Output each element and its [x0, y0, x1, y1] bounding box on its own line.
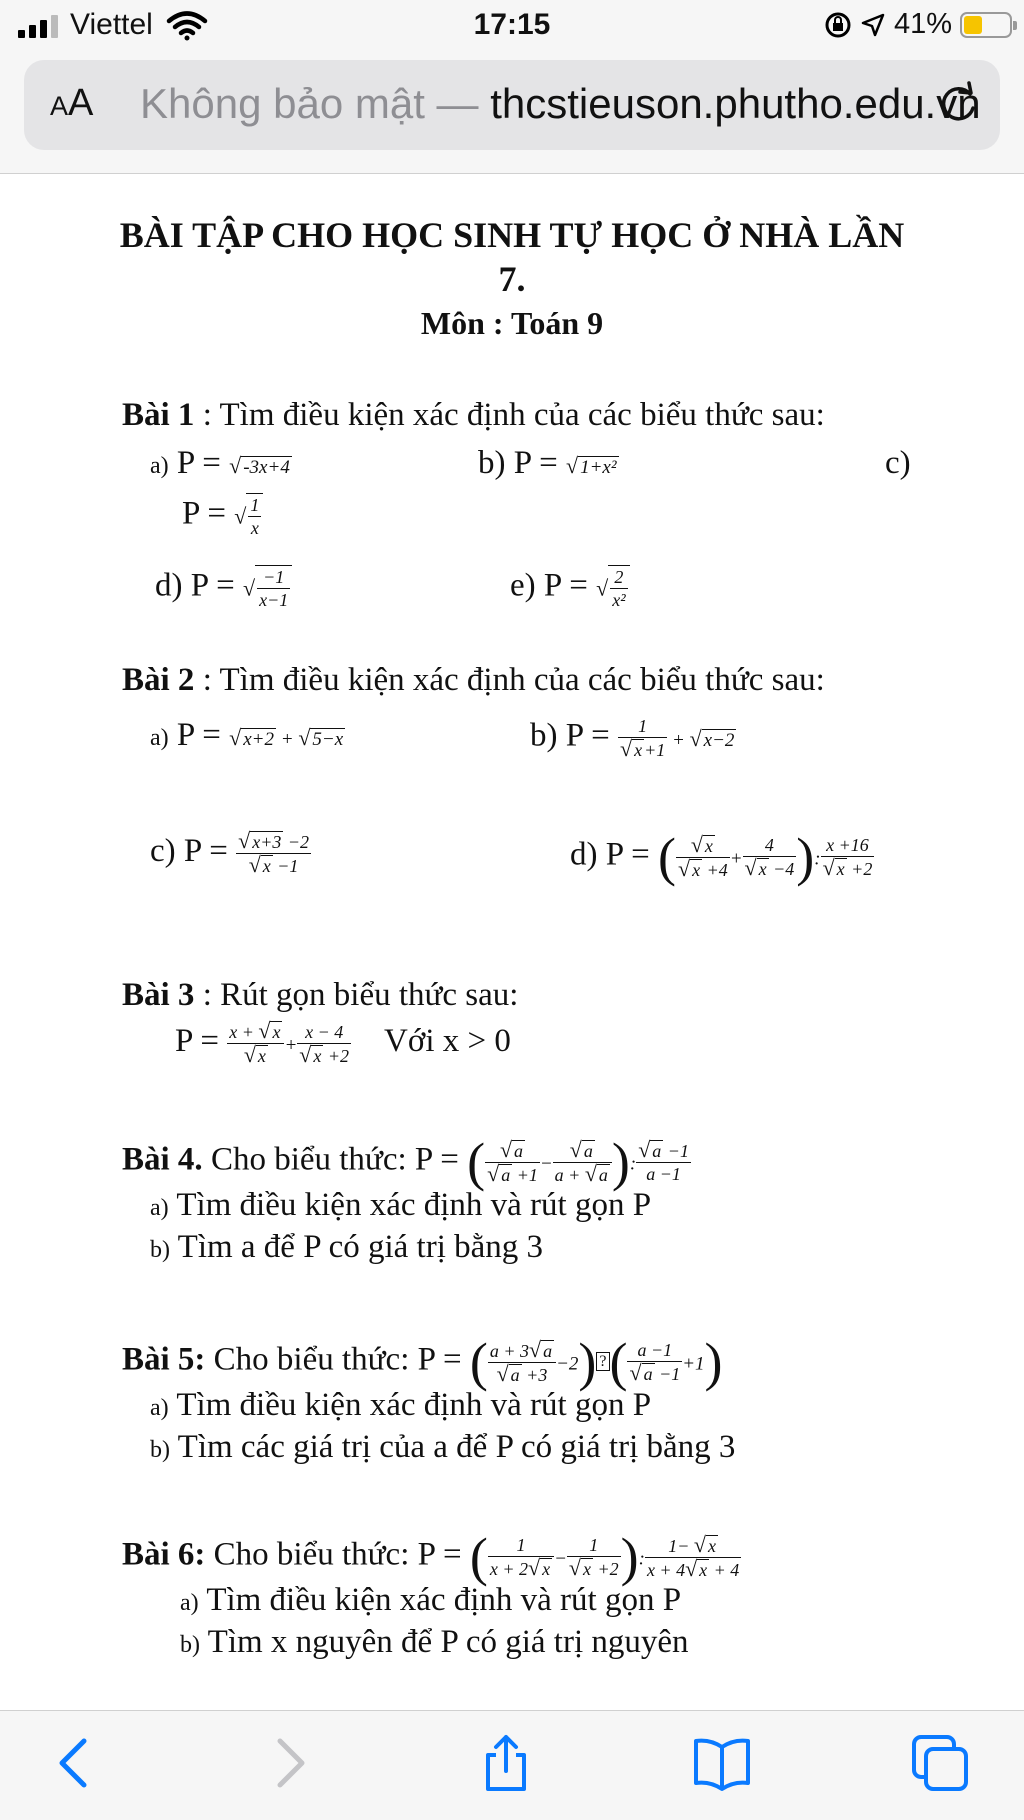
exercise-4-heading: Bài 4. Cho biểu thức: P = ( $\frac{√ a}{√ a +1}$ − $\frac{√ a}{a + √ a}$ ): $\frac{√ a -1}{a -1}$ [122, 1132, 689, 1192]
exercise-2-heading: Bài 2 : Tìm điều kiện xác định của các biểu thức sau: [122, 662, 825, 698]
address-bar[interactable] [24, 60, 1000, 150]
exercise-5b: b) Tìm các giá trị của a để P có giá trị bằng 3 [150, 1429, 736, 1465]
exercise-6a: a) Tìm điều kiện xác định và rút gọn P [180, 1582, 682, 1618]
orientation-lock-icon [824, 11, 852, 39]
battery-icon [960, 12, 1012, 38]
exercise-1e: e) P = √ $\frac{2}{\text{x²}}$ [510, 565, 630, 611]
battery-percent: 41% [893, 8, 952, 40]
exercise-1d: d) P = √ $\frac{-1}{x-1}$ [155, 565, 292, 611]
status-bar [0, 0, 1024, 52]
carrier-name: Viettel [70, 8, 153, 41]
forward-button[interactable] [258, 1733, 318, 1793]
exercise-4a: a) Tìm điều kiện xác định và rút gọn P [150, 1187, 652, 1223]
exercise-1b: b) P = √ 1+x² [478, 445, 617, 481]
exercise-3-formula: P = $\frac{x + √ x}{√ x}$ + $\frac{x - 4}{√ x +2}$ Với x > 0 [175, 1018, 511, 1067]
location-icon [860, 12, 886, 38]
exercise-3-heading: Bài 3 : Rút gọn biểu thức sau: [122, 977, 519, 1013]
exercise-2b: b) P = $\frac{1}{√ x +1}$ + √ x−2 [530, 716, 735, 761]
exercise-2d: d) P = ( $\frac{√ x}{√ x +4}$ + $\frac{4}{√ x -4}$ ): $\frac{x +16}{√ x +2}$ [570, 827, 873, 887]
exercise-2a: a) P = √ x+2 + √ 5−x [150, 717, 344, 753]
browser-toolbar [0, 52, 1024, 174]
exercise-1-heading: Bài 1 : Tìm điều kiện xác định của các biểu thức sau: [122, 397, 825, 433]
reader-options-button[interactable]: AA [50, 82, 94, 124]
url-text[interactable]: Không bảo mật — thcstieuson.phutho.edu.vn [140, 80, 981, 127]
bookmarks-button[interactable] [692, 1733, 752, 1793]
exercise-6b: b) Tìm x nguyên để P có giá trị nguyên [180, 1624, 689, 1660]
exercise-6-heading: Bài 6: Cho biểu thức: P = ( $\frac{1}{x + 2√ x}$ − $\frac{1}{√ x +2}$ ): $\frac{1- √ x}{x + 4√ x + 4}$ [122, 1527, 740, 1587]
tabs-button[interactable] [910, 1733, 970, 1793]
exercise-5a: a) Tìm điều kiện xác định và rút gọn P [150, 1387, 652, 1423]
exercise-1c: P = √ $\frac{1}{x}$ [182, 493, 263, 539]
missing-glyph-icon: ? [596, 1352, 609, 1371]
document-page [0, 175, 1024, 1710]
back-button[interactable] [46, 1733, 106, 1793]
share-button[interactable] [476, 1733, 536, 1793]
exercise-5-heading: Bài 5: Cho biểu thức: P = ( $\frac{a + 3√ a}{√ a +3}$ −2) ?( $\frac{a -1}{√ a -1}$ +1) [122, 1332, 723, 1392]
reload-icon[interactable] [934, 80, 982, 128]
exercise-1c-label: c) [885, 445, 911, 481]
exercise-2c: c) P = $\frac{√ x+3 -2}{√ x -1}$ [150, 828, 310, 877]
exercise-1a: a) P = √ -3x+4 [150, 445, 290, 481]
page-title: BÀI TẬP CHO HỌC SINH TỰ HỌC Ở NHÀ LẦN 7. [119, 215, 905, 299]
clock: 17:15 [473, 8, 551, 41]
browser-bottom-bar [0, 1710, 1024, 1820]
subject-title: Môn : Toán 9 [420, 305, 604, 341]
exercise-4b: b) Tìm a để P có giá trị bằng 3 [150, 1229, 544, 1265]
